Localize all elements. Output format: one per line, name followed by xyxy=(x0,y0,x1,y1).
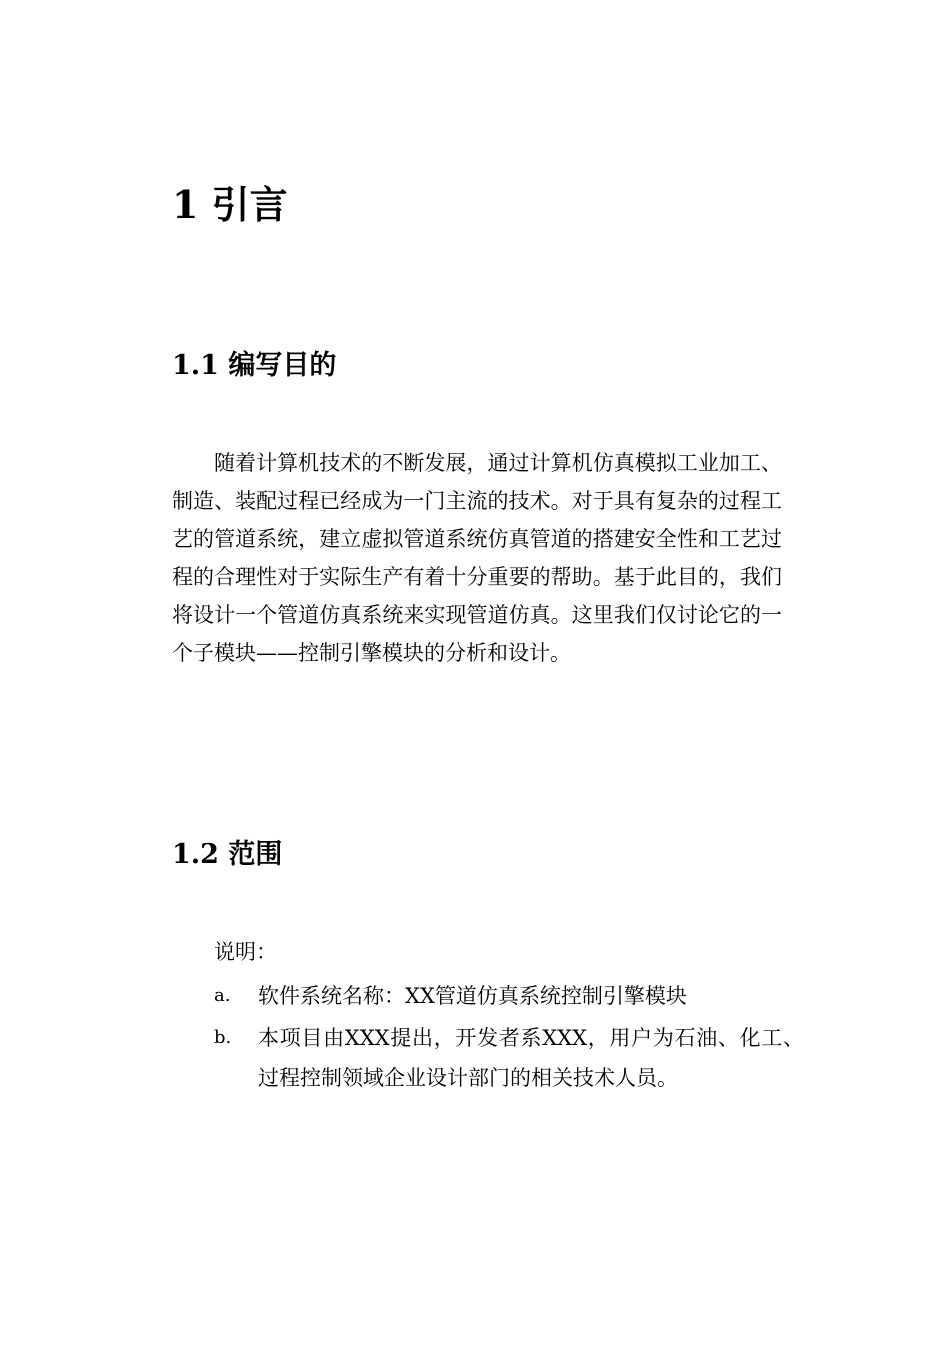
list-marker: a. xyxy=(214,985,231,1006)
section-heading-scope: 1.2 范围 xyxy=(172,839,283,870)
chapter-title: 1 引言 xyxy=(172,182,288,227)
list-item xyxy=(214,976,804,1016)
list-item-text: 软件系统名称：XX管道仿真系统控制引擎模块 xyxy=(258,984,687,1008)
list-item-text: 本项目由XXX提出，开发者系XXX，用户为石油、化工、过程控制领域企业设计部门的相关技术人员。 xyxy=(258,1026,804,1090)
list-item xyxy=(214,1018,804,1098)
scope-label: 说明： xyxy=(214,940,277,964)
list-marker: b. xyxy=(214,1027,232,1048)
purpose-paragraph: 随着计算机技术的不断发展，通过计算机仿真模拟工业加工、制造、装配过程已经成为一门主流的技术。对于具有复杂的过程工艺的管道系统，建立虚拟管道系统仿真管道的搭建安全性和工艺过程的合理性对于实际生产有着十分重要的帮助。基于此目的，我们将设计一个管道仿真系统来实现管道仿真。这里我们仅讨论它的一个子模块——控制引擎模块的分析和设计。 xyxy=(172,451,782,665)
section-heading-purpose: 1.1 编写目的 xyxy=(172,350,337,381)
